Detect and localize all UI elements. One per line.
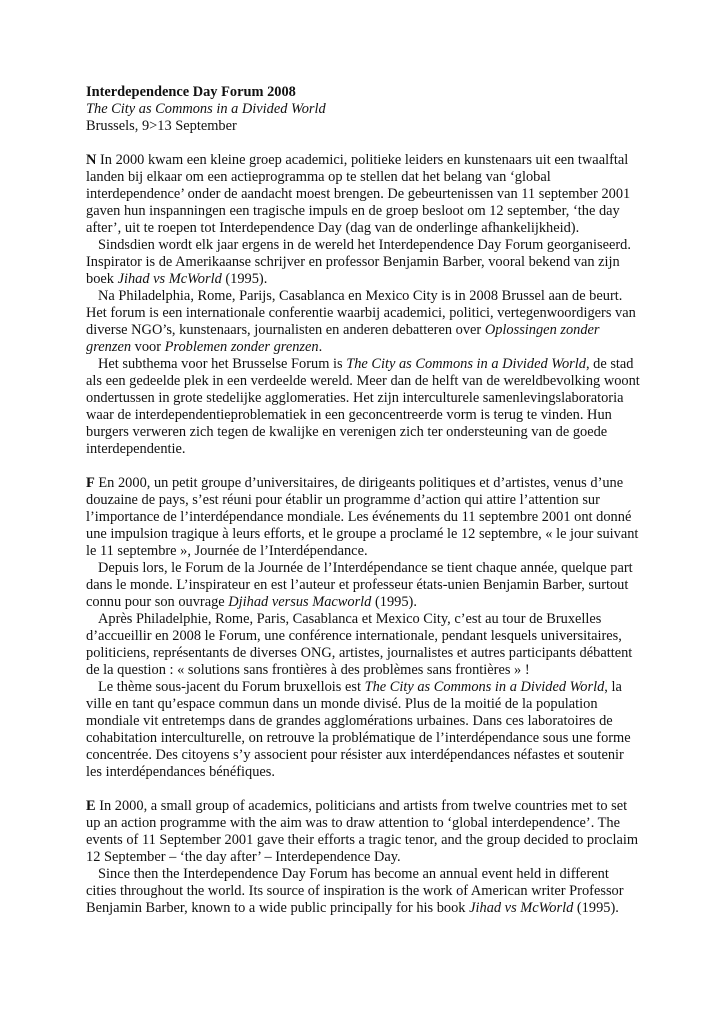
dutch-p2-text-b: (1995). bbox=[221, 271, 268, 287]
dutch-p3-emphasis-1: Oplossingen zonder grenzen bbox=[86, 322, 600, 355]
dutch-p1-text: In 2000 kwam een kleine groep academici, politieke leiders en kunstenaars uit een twaalftal landen bij elkaar om een actieprogramma op te stellen dat het belang van ‘global interdependence’ onder de aandacht moest brengen. De gebeurtenissen van 11 september 2001 gaven hun inspanningen een tragische impuls en de groep besloot om 12 september, ‘the day after’, uit te roepen tot Interdependence Day (dag van de onderlinge afhankelijkheid). bbox=[86, 152, 631, 236]
language-marker-nl: N bbox=[86, 152, 97, 168]
section-dutch bbox=[86, 152, 642, 458]
dutch-p2-book-title: Jihad vs McWorld bbox=[117, 271, 222, 287]
dutch-p4-text-a: Het subthema voor het Brusselse Forum is bbox=[98, 356, 347, 372]
english-p2-book-title: Jihad vs McWorld bbox=[469, 900, 574, 916]
event-location-date: Brussels, 9>13 September bbox=[86, 118, 237, 134]
english-p2-text-b: (1995). bbox=[573, 900, 619, 916]
dutch-p3-text-b: voor bbox=[131, 339, 165, 355]
document-header bbox=[86, 84, 642, 135]
english-p1-text: In 2000, a small group of academics, politicians and artists from twelve countries met to set up an action programme with the aim was to draw attention to ‘global interdependence’. The events of 11 September 2001 gave their efforts a tragic tenor, and the group decided to proclaim 12 September – ‘the day after’ – Interdependence Day. bbox=[86, 798, 639, 865]
french-paragraph-1 bbox=[86, 475, 642, 560]
french-p2-text-a: Depuis lors, le Forum de la Journée de l’Interdépendance se tient chaque année, quelque part dans le monde. L’inspirateur en est l’auteur et professeur états-unien Benjamin Barber, surtout connu pour son ouvrage bbox=[86, 560, 633, 610]
french-paragraph-2 bbox=[86, 560, 642, 611]
dutch-p3-text-c: . bbox=[318, 339, 323, 355]
language-marker-en: E bbox=[86, 798, 96, 814]
french-paragraph-4 bbox=[86, 679, 642, 781]
french-p4-text-b: , la ville en tant qu’espace commun dans un monde divisé. Plus de la moitié de la population mondiale vit entretemps dans de grandes agglomérations urbaines. Dans ces laboratoires de cohabitation interculturelle, on retrouve la problématique de l’interdépendance sous une forme concentrée. Des citoyens s’y associent pour résister aux interdépendances néfastes et soutenir les interdépendances bénéfiques. bbox=[86, 679, 631, 780]
section-english bbox=[86, 798, 642, 917]
dutch-p4-subtheme: The City as Commons in a Divided World bbox=[346, 356, 586, 372]
french-paragraph-3: Après Philadelphie, Rome, Paris, Casablanca et Mexico City, c’est au tour de Bruxelles d’accueillir en 2008 le Forum, une conférence internationale, pendant lesquels universitaires, politiciens, représentants de diverses ONG, artistes, journalistes et autres participants débattent de la question : « solutions sans frontières à des problèmes sans frontières » ! bbox=[86, 611, 633, 678]
language-marker-fr: F bbox=[86, 475, 95, 491]
event-title: Interdependence Day Forum 2008 bbox=[86, 84, 296, 100]
dutch-p3-emphasis-2: Problemen zonder grenzen bbox=[164, 339, 319, 355]
french-p2-text-b: (1995). bbox=[371, 594, 417, 610]
document-page bbox=[86, 84, 642, 934]
english-p2-text-a: Since then the Interdependence Day Forum has become an annual event held in different cities throughout the world. Its source of inspiration is the work of American writer Professor Benjamin Barber, known to a wide public principally for his book bbox=[86, 866, 624, 916]
french-p2-book-title: Djihad versus Macworld bbox=[228, 594, 372, 610]
english-paragraph-1 bbox=[86, 798, 642, 866]
dutch-paragraph-3 bbox=[86, 288, 642, 356]
event-subtitle: The City as Commons in a Divided World bbox=[86, 101, 326, 117]
french-p4-subtheme: The City as Commons in a Divided World bbox=[364, 679, 605, 695]
dutch-paragraph-2 bbox=[86, 237, 642, 288]
dutch-p2-text-a: Sindsdien wordt elk jaar ergens in de wereld het Interdependence Day Forum georganiseerd. Inspirator is de Amerikaanse schrijver en professor Benjamin Barber, vooral bekend van zijn boek bbox=[86, 237, 631, 287]
french-p1-text: En 2000, un petit groupe d’universitaires, de dirigeants politiques et d’artistes, venus d’une douzaine de pays, s’est réuni pour établir un programme d’action qui attire l’attention sur l’importance de l’interdépendance mondiale. Les événements du 11 septembre 2001 ont donné une impulsion tragique à leurs efforts, et le groupe a proclamé le 12 septembre, « le jour suivant le 11 septembre », Journée de l’Interdépendance. bbox=[86, 475, 639, 559]
dutch-paragraph-4 bbox=[86, 356, 642, 458]
section-french bbox=[86, 475, 642, 781]
dutch-p4-text-b: , de stad als een gedeelde plek in een verdeelde wereld. Meer dan de helft van de wereldbevolking woont ondertussen in grote stedelijke agglomeraties. Het zijn interculturele samenlevingslaboratoria waar de interdependentieproblematiek in een geconcentreerde vorm is terug te vinden. Hun burgers verweren zich tegen de kwalijke en verenigen zich ter ondersteuning van de goede interdependentie. bbox=[86, 356, 640, 457]
french-p4-text-a: Le thème sous-jacent du Forum bruxellois est bbox=[98, 679, 365, 695]
dutch-paragraph-1 bbox=[86, 152, 642, 237]
english-paragraph-2 bbox=[86, 866, 642, 917]
dutch-p3-text-a: Na Philadelphia, Rome, Parijs, Casablanca en Mexico City is in 2008 Brussel aan de beurt. Het forum is een internationale conferentie waarbij academici, politici, vertegenwoordigers van diverse NGO’s, kunstenaars, journalisten en anderen debatteren over bbox=[86, 288, 636, 338]
